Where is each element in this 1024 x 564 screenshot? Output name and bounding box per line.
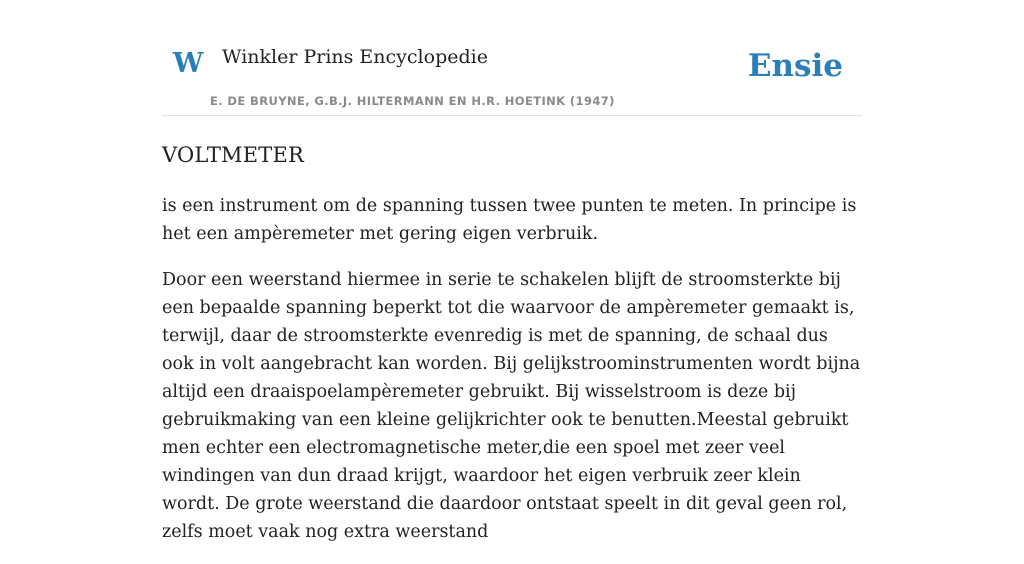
entry-paragraph-1: is een instrument om de spanning tussen twee punten te meten. In principe is het een ampèremeter met gering eigen verbruik. [162, 196, 857, 244]
book-logo-icon[interactable]: W [173, 48, 204, 79]
book-title-link[interactable]: Winkler Prins Encyclopedie [222, 46, 488, 68]
book-authors: E. DE BRUYNE, G.B.J. HILTERMANN EN H.R. HOETINK (1947) [210, 94, 615, 108]
entry-title: VOLTMETER [162, 143, 305, 167]
site-logo[interactable]: Ensie [747, 48, 843, 84]
entry-paragraph-2: Door een weerstand hiermee in serie te schakelen blijft de stroomsterkte bij een bepaalde spanning beperkt tot die waarvoor de ampèremeter gemaakt is, terwijl, daar de stroomsterkte evenredig is met de spanning, de schaal dus ook in volt aangebracht kan worden. Bij gelijkstroominstrumenten wordt bijna altijd een draaispoelampèremeter gebruikt. Bij wisselstroom is deze bij gebruikmaking van een kleine gelijkrichter ook te benutten.Meestal gebruikt men echter een electromagnetische meter,die een spoel met zeer veel windingen van dun draad krijgt, waardoor het eigen verbruik zeer klein wordt. De grote weerstand die daardoor ontstaat speelt in dit geval geen rol, zelfs moet vaak nog extra weerstand [162, 270, 861, 542]
book-header [162, 0, 862, 116]
entry-article [162, 140, 862, 564]
